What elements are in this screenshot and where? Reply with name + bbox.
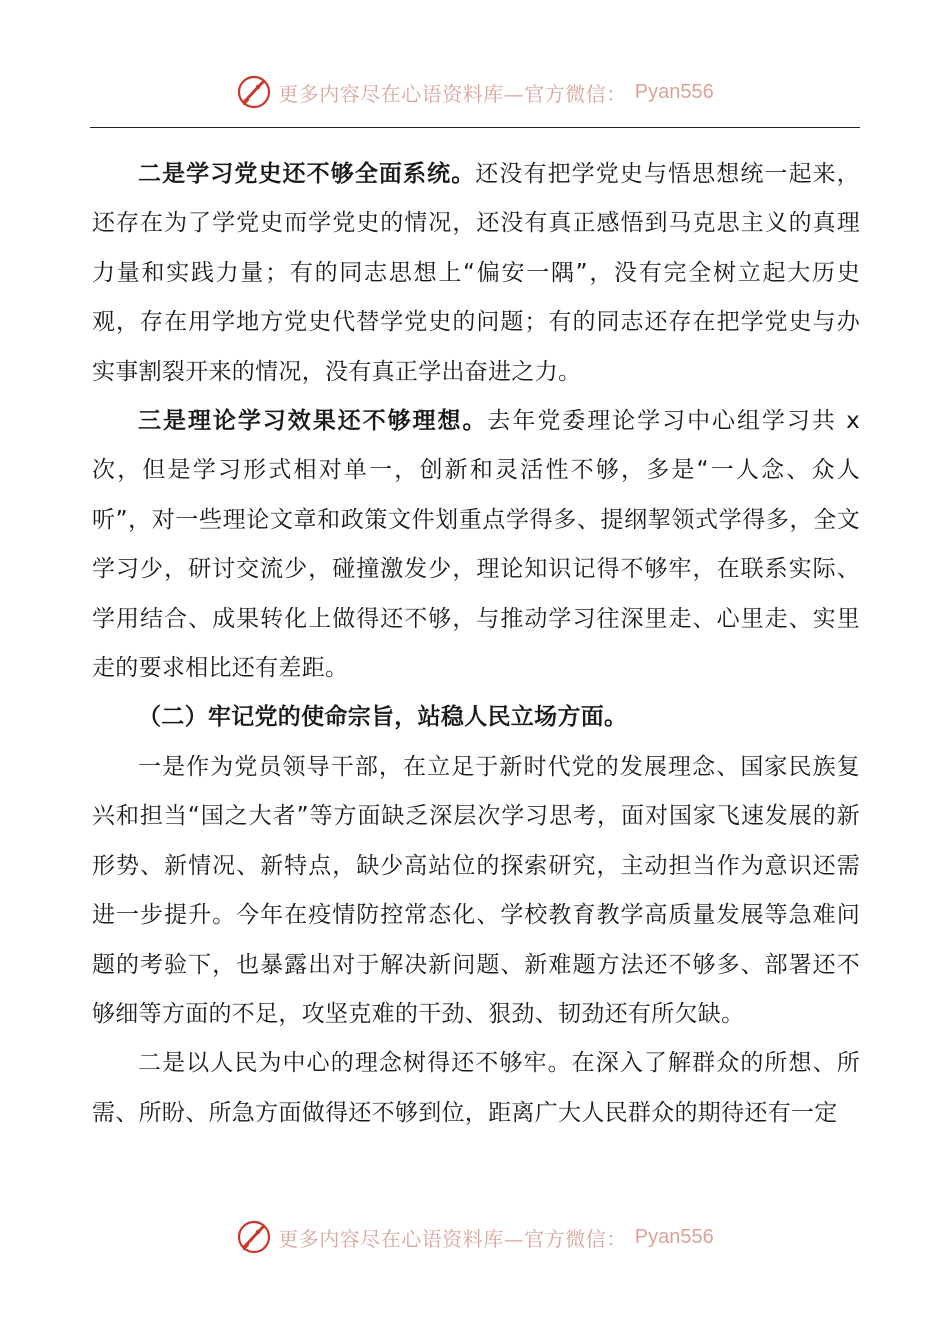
pen-logo-icon: [236, 1219, 272, 1255]
footer-banner-text: 更多内容尽在心语资料库—官方微信：: [278, 1226, 627, 1251]
footer-banner: [0, 1212, 950, 1262]
paragraph-1-body: 还没有把学党史与悟思想统一起来，还存在为了学党史而学党史的情况，还没有真正感悟到马克思主义的真理力量和实践力量；有的同志思想上“偏安一隅”，没有完全树立起大历史观，存在用学地方党史代替学党史的问题；有的同志还存在把学党史与办实事割裂开来的情况，没有真正学出奋进之力。: [92, 161, 860, 385]
paragraph-1-lead: 二是学习党史还不够全面系统。: [138, 161, 476, 187]
paragraph-4: 二是以人民为中心的理念树得还不够牢。在深入了解群众的所想、所需、所盼、所急方面做得还不够到位，距离广大人民群众的期待还有一定: [92, 1050, 860, 1126]
footer-banner-inner: [236, 1219, 713, 1255]
header-banner: [0, 67, 950, 117]
header-banner-text: 更多内容尽在心语资料库—官方微信：: [278, 81, 627, 106]
footer-wechat-id: Pyan556: [634, 1225, 714, 1248]
header-divider: [90, 127, 860, 128]
paragraph-2: [92, 397, 860, 693]
document-body: [92, 150, 860, 1138]
paragraph-3: 一是作为党员领导干部，在立足于新时代党的发展理念、国家民族复兴和担当“国之大者”等方面缺乏深层次学习思考，面对国家飞速发展的新形势、新情况、新特点，缺少高站位的探索研究，主动担当作为意识还需进一步提升。今年在疫情防控常态化、学校教育教学高质量发展等急难问题的考验下，也暴露出对于解决新问题、新难题方法还不够多、部署还不够细等方面的不足，攻坚克难的干劲、狠劲、韧劲还有所欠缺。: [92, 753, 860, 1027]
header-wechat-id: Pyan556: [634, 80, 714, 103]
paragraph-2-lead: 三是理论学习效果还不够理想。: [138, 408, 488, 435]
paragraph-1: [92, 150, 860, 397]
section-heading: （二）牢记党的使命宗旨，站稳人民立场方面。: [138, 704, 628, 731]
header-banner-inner: [236, 74, 713, 110]
paragraph-2-body: 去年党委理论学习中心组学习共 x 次，但是学习形式相对单一，创新和灵活性不够，多是“一人念、众人听”，对一些理论文章和政策文件划重点学得多、提纲挈领式学得多，全文学习少，研讨交流少，碰撞激发少，理论知识记得不够牢，在联系实际、学用结合、成果转化上做得还不够，与推动学习往深里走、心里走、实里走的要求相比还有差距。: [92, 408, 860, 682]
pen-logo-icon: [236, 74, 272, 110]
